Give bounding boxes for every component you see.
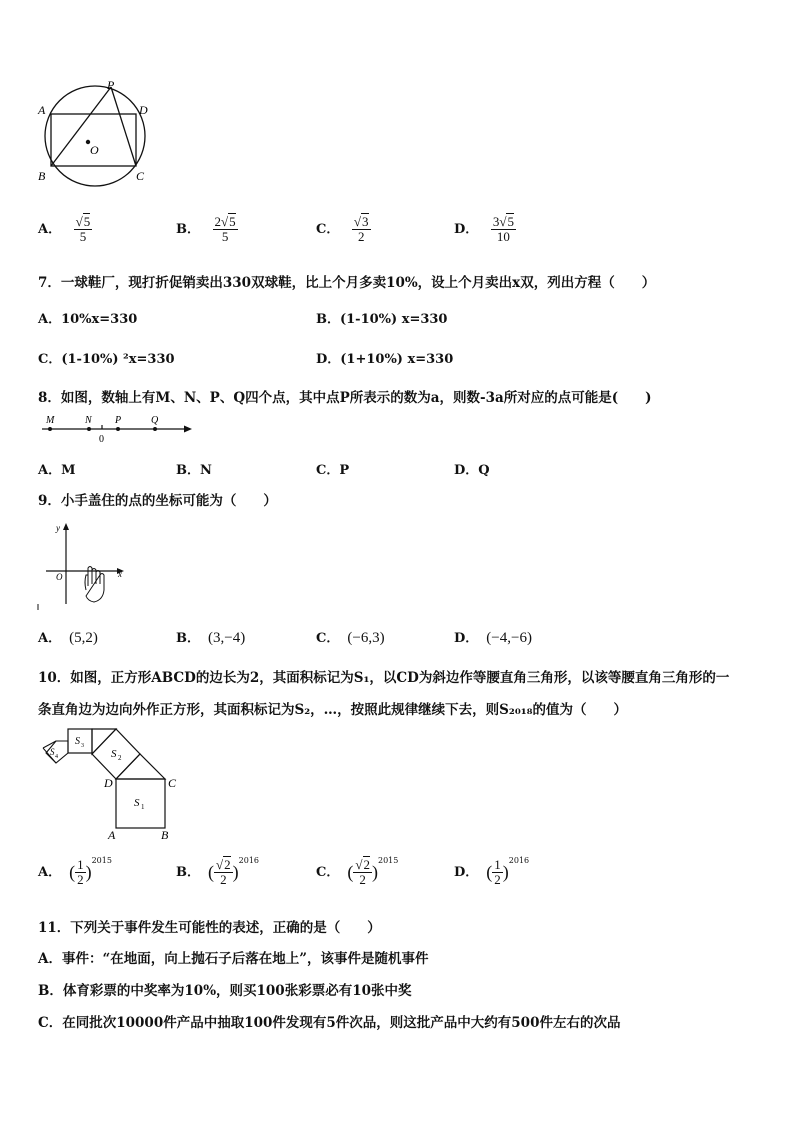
origin-label: O [56, 572, 63, 582]
svg-text:2: 2 [118, 754, 122, 762]
label-d: D [139, 103, 148, 117]
q10-option-a[interactable]: A． ( $\frac{1}{2}$ )$^{2015}$ [38, 856, 112, 887]
q11-option-a[interactable]: A．事件：“在地面，向上抛石子后落在地上”，该事件是随机事件 [38, 951, 429, 967]
q10-option-c[interactable]: C． ( √ $\frac{2}{2}$ )$^{2015}$ [316, 858, 398, 887]
axis-label-zero: 0 [99, 434, 104, 444]
y-axis-label: y [56, 523, 60, 533]
label-a: A [38, 103, 46, 117]
q6-option-d[interactable]: D． $\frac{3√ 5}{10}$ [454, 215, 516, 244]
label-b: B [38, 169, 46, 183]
squares-figure [38, 724, 183, 842]
circle-figure [36, 78, 156, 190]
q7-text: 7．一球鞋厂，现打折促销卖出330双球鞋，比上个月多卖10%，设上个月卖出x双，列出方程（ ） [38, 275, 656, 291]
q10-text-line2: 条直角边为边向外作正方形，其面积标记为S₂，…，按照此规律继续下去，则S₂₀₁₈的值为（ ） [38, 702, 628, 718]
svg-text:4: 4 [55, 754, 58, 760]
label-c: C [136, 169, 145, 183]
q10-text-line1: 10．如图，正方形ABCD的边长为2，其面积标记为S₁，以CD为斜边作等腰直角三角形，以该等腰直角三角形的一 [38, 670, 730, 686]
q7-option-a[interactable]: A．10%x=330 [38, 312, 138, 327]
q11-option-c[interactable]: C．在同批次10000件产品中抽取100件发现有5件次品，则这批产品中大约有500件左右的次品 [38, 1015, 621, 1031]
axis-label-p: P [115, 415, 122, 426]
coordinate-figure [36, 520, 130, 610]
q8-option-c[interactable]: C．P [316, 463, 350, 478]
label-p: P [107, 78, 115, 92]
q7-option-d[interactable]: D．(1+10%) x=330 [316, 352, 454, 367]
label-b: B [161, 828, 169, 842]
axis-label-n: N [85, 415, 92, 426]
q6-option-a[interactable]: A． √ $\frac{5}{5}$ [38, 215, 92, 244]
axis-label-q: Q [151, 415, 159, 426]
q8-option-a[interactable]: A．M [38, 463, 76, 478]
label-a: A [108, 828, 116, 842]
svg-text:1: 1 [141, 803, 145, 811]
label-c: C [168, 776, 177, 790]
q6-option-b[interactable]: B． $\frac{2√ 5}{5}$ [176, 215, 238, 244]
q7-option-b[interactable]: B．(1-10%) x=330 [316, 312, 448, 327]
q6-option-c[interactable]: C． √ $\frac{3}{2}$ [316, 215, 371, 244]
q9-text: 9．小手盖住的点的坐标可能为（ ） [38, 493, 277, 509]
svg-text:S: S [75, 736, 80, 747]
hand-icon [85, 567, 104, 603]
q7-option-c[interactable]: C．(1-10%) ²x=330 [38, 352, 175, 367]
label-o: O [90, 143, 99, 157]
q11-text: 11．下列关于事件发生可能性的表述，正确的是（ ） [38, 920, 381, 936]
label-d: D [104, 776, 113, 790]
q8-option-d[interactable]: D．Q [454, 463, 490, 478]
q8-text: 8．如图，数轴上有M、N、P、Q四个点，其中点P所表示的数为a，则数-3a所对应的点可能是( ) [38, 390, 652, 406]
x-axis-label: x [118, 569, 122, 579]
svg-text:3: 3 [81, 743, 84, 749]
number-line-figure [40, 412, 195, 444]
svg-text:S: S [50, 747, 55, 757]
svg-text:S: S [111, 748, 117, 760]
q10-option-d[interactable]: D． ( $\frac{1}{2}$ )$^{2016}$ [454, 856, 530, 887]
q10-option-b[interactable]: B． ( √ $\frac{2}{2}$ )$^{2016}$ [176, 858, 259, 887]
axis-label-m: M [46, 415, 55, 426]
q9-option-d[interactable]: D． (−4,−6) [454, 630, 532, 646]
q11-option-b[interactable]: B．体育彩票的中奖率为10%，则买100张彩票必有10张中奖 [38, 983, 412, 999]
svg-text:S: S [134, 797, 140, 809]
q8-option-b[interactable]: B．N [176, 463, 212, 478]
q9-option-b[interactable]: B． (3,−4) [176, 630, 246, 646]
q9-option-a[interactable]: A． (5,2) [38, 630, 98, 646]
q9-option-c[interactable]: C． (−6,3) [316, 630, 385, 646]
